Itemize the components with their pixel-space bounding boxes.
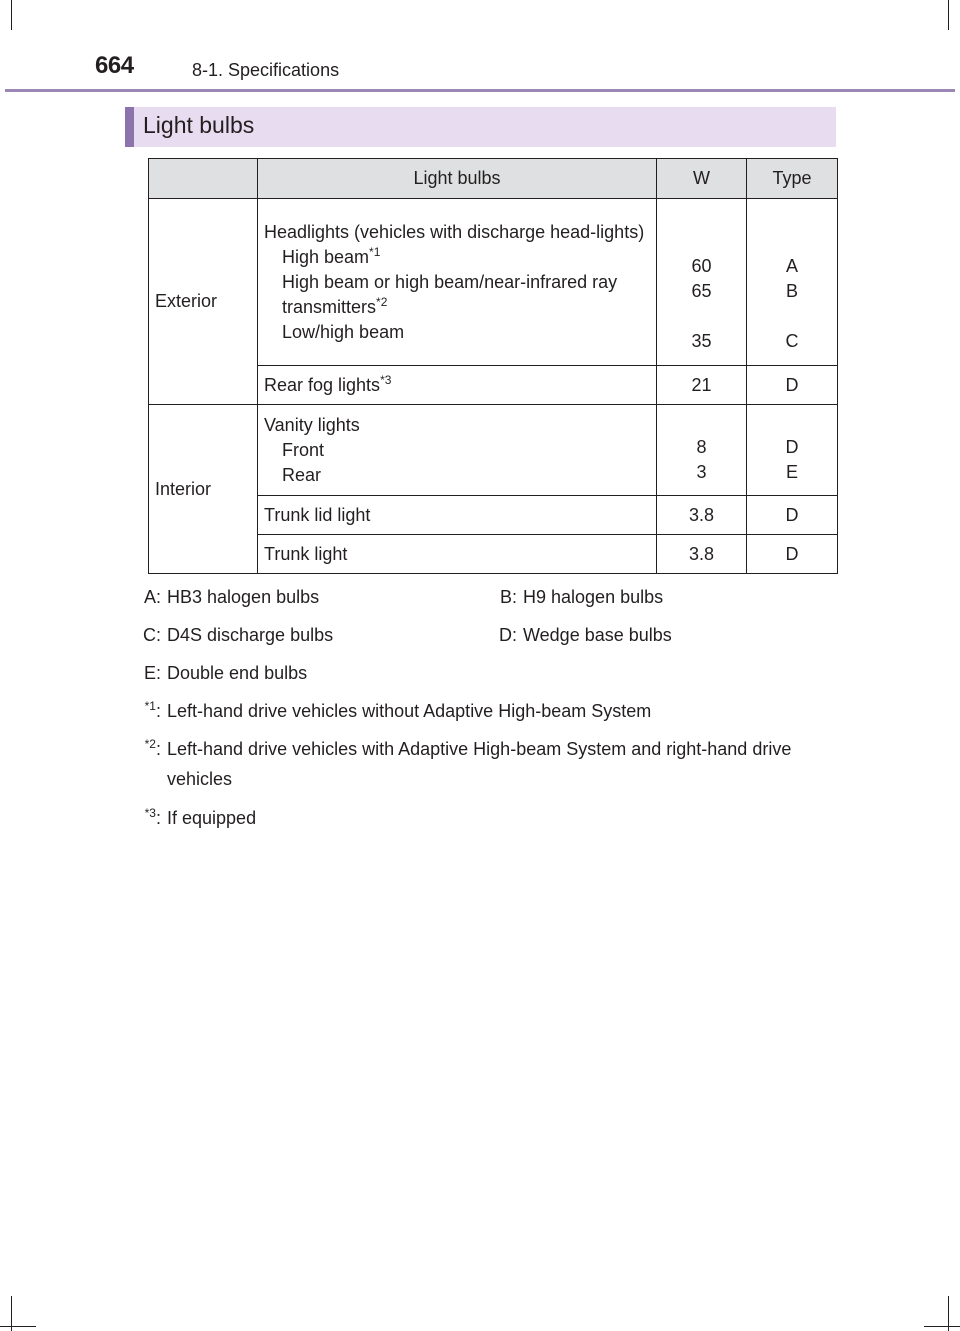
rear-fog-label: Rear fog lights [264, 374, 381, 395]
type-value: D [785, 437, 799, 457]
legend-text: HB3 halogen bulbs [167, 587, 320, 607]
legend-text: H9 halogen bulbs [523, 587, 664, 607]
trunk-lid-type: D [747, 496, 838, 535]
vanity-watts [657, 405, 747, 496]
legend-key: D: [499, 625, 517, 645]
legend-key: C: [143, 625, 161, 645]
spacer [747, 304, 837, 329]
crop-mark [0, 1326, 36, 1327]
table-row [149, 405, 838, 496]
watt-value: 8 [696, 437, 707, 457]
footnote-mark-text: *1 [144, 699, 156, 713]
headlights-label: Headlights (vehicles with discharge head-lights) [264, 221, 645, 242]
high-beam-item [264, 245, 650, 270]
vanity-front-label: Front [282, 439, 325, 460]
low-high-beam-item: Low/high beam [282, 321, 405, 342]
legend-key: B: [499, 587, 517, 607]
type-value: C [785, 331, 799, 351]
footnote-text: Left-hand drive vehicles without Adaptive High-beam System [167, 701, 652, 721]
header-cell-light-bulbs: Light bulbs [258, 159, 657, 199]
crop-mark [948, 0, 949, 30]
vanity-label: Vanity lights [264, 414, 360, 435]
trunk-watts: 3.8 [657, 535, 747, 574]
category-cell-interior: Interior [149, 405, 258, 574]
headlights-description [258, 199, 657, 366]
crop-mark [11, 0, 12, 30]
watt-value: 60 [691, 256, 712, 276]
type-value: E [785, 462, 798, 482]
watt-value: 35 [691, 331, 712, 351]
legend-text: Double end bulbs [167, 663, 308, 683]
table-row [149, 199, 838, 366]
rear-fog-type: D [747, 366, 838, 405]
vanity-rear-label: Rear [282, 464, 322, 485]
footnote-ref: *1 [369, 244, 381, 259]
table-header-row [149, 159, 838, 199]
footnote-mark-text: *2 [144, 737, 156, 751]
rear-fog-watts: 21 [657, 366, 747, 405]
legend-text: D4S discharge bulbs [167, 625, 334, 645]
header-divider [5, 89, 955, 92]
page-number: 664 [95, 52, 134, 79]
legend-key: A: [143, 587, 161, 607]
trunk-type: D [747, 535, 838, 574]
high-beam-nir-item [264, 270, 650, 320]
type-value: B [785, 281, 798, 301]
footnote-mark: $^{*3}$: [144, 806, 161, 828]
watt-value: 3 [696, 462, 707, 482]
type-value: A [785, 256, 798, 276]
footnote-text: Left-hand drive vehicles with Adaptive High-beam System and right-hand drive [167, 739, 792, 759]
footnote-mark: $^{*2}$: [144, 737, 161, 759]
header-cell-watts: W [657, 159, 747, 199]
heading-text: Light bulbs [143, 112, 255, 138]
footnote-ref: *2 [376, 294, 388, 309]
header-cell-type: Type [747, 159, 838, 199]
footnote-mark: $^{*1}$: [144, 699, 161, 721]
vanity-type [747, 405, 838, 496]
footnote-mark-text: *3 [144, 806, 156, 820]
headlights-watts [657, 199, 747, 366]
high-beam-nir-label: High beam or high beam/near-infrared ray transmitters [282, 271, 618, 317]
legend-text: Wedge base bulbs [523, 625, 672, 645]
headlights-type [747, 199, 838, 366]
high-beam-label: High beam [282, 246, 370, 267]
legend-key: E: [143, 663, 161, 683]
footnote-ref: *3 [380, 372, 392, 387]
section-title: 8-1. Specifications [192, 60, 340, 80]
section-heading [125, 107, 836, 147]
light-bulbs-table [148, 158, 838, 574]
trunk-lid-description: Trunk lid light [258, 496, 657, 535]
trunk-lid-watts: 3.8 [657, 496, 747, 535]
footnote-text-continued: vehicles [167, 769, 233, 789]
vanity-description [258, 405, 657, 496]
trunk-description: Trunk light [258, 535, 657, 574]
category-cell-exterior: Exterior [149, 199, 258, 405]
header-cell-empty [149, 159, 258, 199]
spacer [657, 304, 746, 329]
footnote-text: If equipped [167, 808, 257, 828]
watt-value: 65 [691, 281, 712, 301]
crop-mark [924, 1326, 960, 1327]
rear-fog-description [258, 366, 657, 405]
